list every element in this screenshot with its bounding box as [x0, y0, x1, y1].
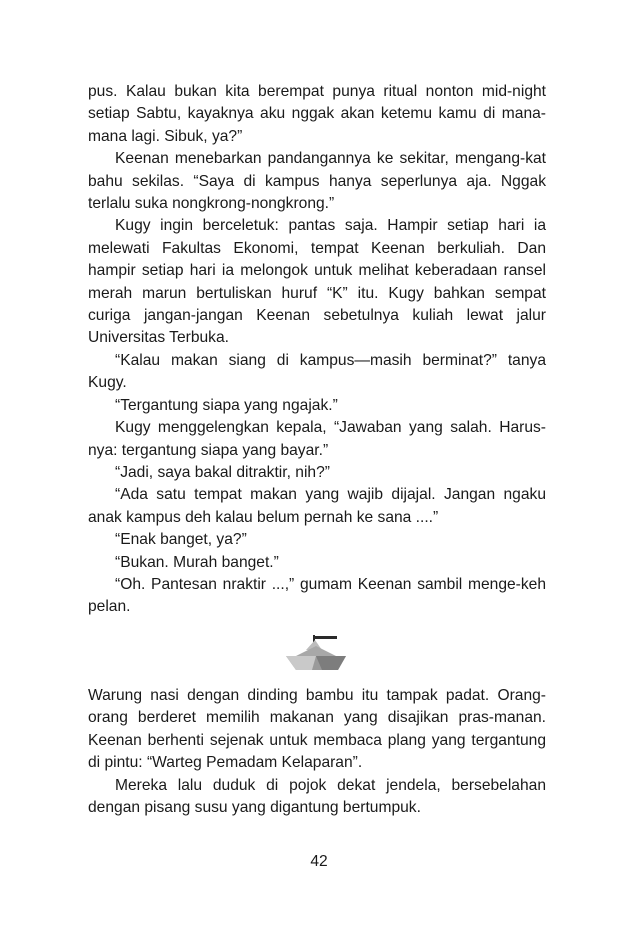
section-one: [88, 81, 546, 619]
paragraph: “Ada satu tempat makan yang wajib dijajal. Jangan ngaku anak kampus deh kalau belum pernah ke sana ....”: [88, 486, 546, 526]
paragraph: Kugy ingin berceletuk: pantas saja. Hampir setiap hari ia melewati Fakultas Ekonomi, tempat Keenan berkuliah. Dan hampir setiap hari ia melongok untuk melihat keberadaan ransel merah marun bertuliskan huruf “K” itu. Kugy bahkan sempat curiga jangan-jangan Keenan sebetulnya kuliah lewat jalur Universitas Terbuka.: [88, 217, 546, 347]
paragraph: Kugy menggelengkan kepala, “Jawaban yang salah. Harus-nya: tergantung siapa yang bayar.”: [88, 419, 546, 459]
paragraph: “Tergantung siapa yang ngajak.”: [115, 396, 338, 414]
section-two: [88, 685, 546, 819]
paragraph: “Kalau makan siang di kampus—masih berminat?” tanya Kugy.: [88, 351, 546, 392]
page-number: 42: [310, 853, 328, 870]
paragraph: “Enak banget, ya?”: [115, 531, 247, 549]
paragraph: Warung nasi dengan dinding bambu itu tampak padat. Orang-orang berderet memilih makanan yang disajikan pras-manan. Keenan berhenti sejenak untuk membaca plang yang tergantung di pintu: “Warteg Pemadam Kelaparan”.: [88, 687, 546, 772]
paragraph: “Jadi, saya bakal ditraktir, nih?”: [115, 463, 330, 481]
paragraph: “Bukan. Murah banget.”: [115, 553, 279, 571]
paragraph: pus. Kalau bukan kita berempat punya ritual nonton mid-night setiap Sabtu, kayaknya aku nggak akan ketemu kamu di mana-mana lagi. Sibuk, ya?”: [88, 83, 546, 145]
paragraph: “Oh. Pantesan nraktir ...,” gumam Keenan sambil menge-keh pelan.: [88, 575, 546, 616]
paragraph: Keenan menebarkan pandangannya ke sekitar, mengang-kat bahu sekilas. “Saya di kampus hanya seperlunya aja. Nggak terlalu suka nongkrong-nongkrong.”: [88, 150, 546, 213]
paragraph: Mereka lalu duduk di pojok dekat jendela, bersebelahan dengan pisang susu yang digantung bertumpuk.: [88, 776, 546, 817]
paper-boat-icon: [282, 632, 352, 674]
